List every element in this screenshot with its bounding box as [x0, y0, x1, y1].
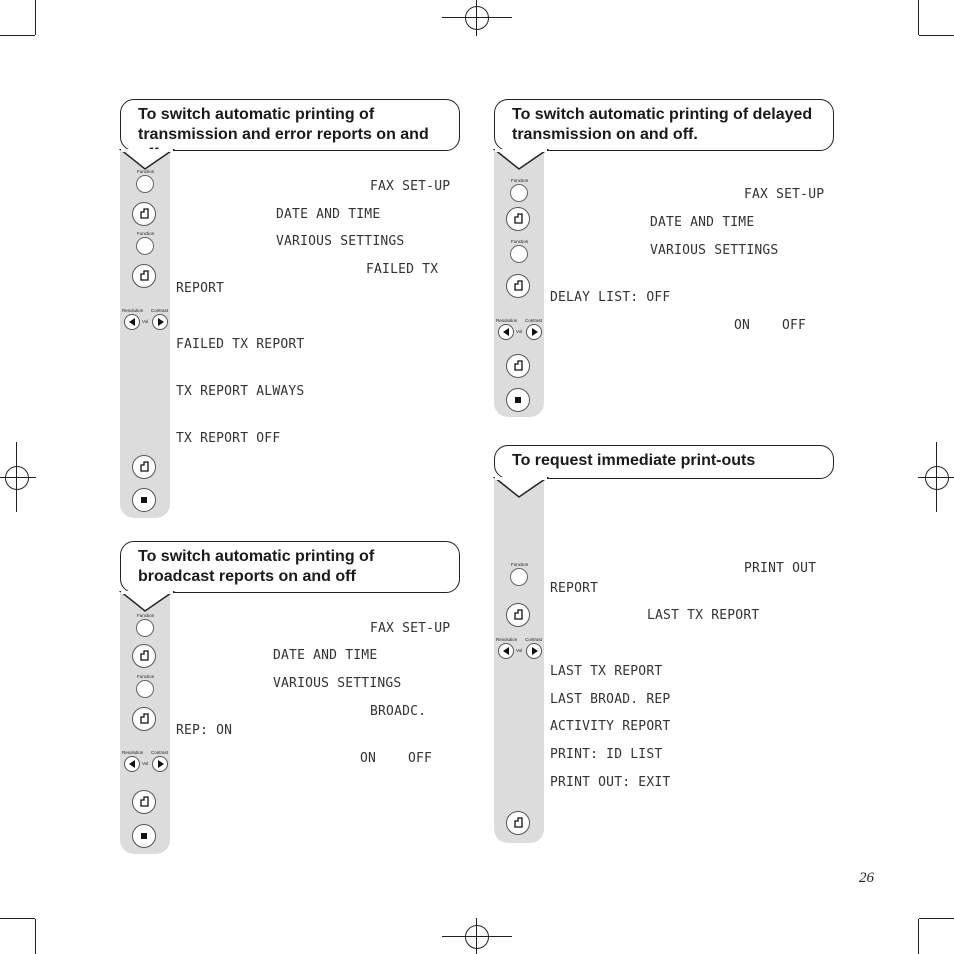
function-button-icon: [136, 175, 154, 193]
lcd-text: OFF: [408, 751, 433, 766]
contrast-label: Contrast: [151, 750, 169, 755]
stop-icon: [132, 824, 156, 848]
lcd-text: VARIOUS SETTINGS: [650, 243, 779, 258]
copy-button-icon: [506, 207, 530, 231]
lcd-text: BROADC.: [370, 704, 427, 719]
title-line: To switch automatic printing of: [138, 106, 375, 123]
right-arrow-icon: [526, 643, 542, 659]
vol-label: Vol: [142, 761, 149, 766]
page-number: 26: [859, 870, 874, 886]
lcd-text: REPORT: [176, 281, 225, 296]
copy-button-icon: [132, 264, 156, 288]
title-line: transmission and error reports on and: [138, 126, 429, 143]
lcd-text: PRINT OUT: [744, 561, 817, 576]
vol-label: Vol: [516, 648, 523, 653]
function-button-icon: [510, 568, 528, 586]
function-label: Function: [137, 674, 155, 679]
resolution-label: Resolution: [122, 308, 144, 313]
copy-button-icon: [132, 707, 156, 731]
function-label: Function: [137, 231, 155, 236]
lcd-text: PRINT OUT: EXIT: [550, 775, 671, 790]
lcd-text: TX REPORT OFF: [176, 431, 281, 446]
function-button-icon: [510, 245, 528, 263]
crop-mark: [919, 35, 954, 36]
resolution-label: Resolution: [496, 637, 518, 642]
lcd-text: LAST TX REPORT: [550, 664, 663, 679]
right-arrow-icon: [526, 324, 542, 340]
lcd-text: VARIOUS SETTINGS: [276, 234, 405, 249]
function-label: Function: [137, 613, 155, 618]
crop-mark: [918, 919, 919, 954]
resolution-label: Resolution: [122, 750, 144, 755]
stop-icon: [132, 488, 156, 512]
section-title: [494, 445, 834, 479]
left-arrow-icon: [124, 314, 140, 330]
vol-label: Vol: [142, 319, 149, 324]
crop-mark: [0, 35, 35, 36]
copy-button-icon: [132, 644, 156, 668]
lcd-text: ON: [360, 751, 377, 766]
crop-mark: [919, 918, 954, 919]
copy-button-icon: [132, 790, 156, 814]
title-line: To switch automatic printing of: [138, 548, 375, 565]
lcd-text: LAST TX REPORT: [647, 608, 760, 623]
callout-tail: [492, 477, 552, 501]
contrast-label: Contrast: [525, 637, 543, 642]
title-line: To request immediate print-outs: [512, 452, 756, 469]
lcd-text: ON: [734, 318, 751, 333]
lcd-text: DATE AND TIME: [276, 207, 381, 222]
function-button-icon: [136, 237, 154, 255]
function-label: Function: [511, 562, 529, 567]
copy-button-icon: [506, 354, 530, 378]
lcd-text: FAILED TX REPORT: [176, 337, 305, 352]
section-title: [120, 99, 460, 151]
copy-button-icon: [132, 455, 156, 479]
crop-mark: [35, 919, 36, 954]
contrast-label: Contrast: [525, 318, 543, 323]
lcd-text: LAST BROAD. REP: [550, 692, 671, 707]
title-line: broadcast reports on and off: [138, 568, 356, 585]
crop-mark: [35, 0, 36, 35]
copy-button-icon: [506, 811, 530, 835]
crop-mark: [0, 918, 35, 919]
lcd-text: FAILED TX: [366, 262, 439, 277]
crop-mark: [918, 0, 919, 35]
title-line: transmission on and off.: [512, 126, 698, 143]
button-strip: [494, 479, 544, 843]
lcd-text: DELAY LIST: OFF: [550, 290, 671, 305]
function-label: Function: [511, 239, 529, 244]
contrast-label: Contrast: [151, 308, 169, 313]
function-label: Function: [137, 169, 155, 174]
stop-icon: [506, 388, 530, 412]
function-button-icon: [136, 680, 154, 698]
lcd-text: FAX SET-UP: [370, 621, 451, 636]
function-button-icon: [136, 619, 154, 637]
lcd-text: VARIOUS SETTINGS: [273, 676, 402, 691]
callout-tail: [492, 149, 552, 173]
copy-button-icon: [132, 202, 156, 226]
copy-button-icon: [506, 274, 530, 298]
lcd-text: PRINT: ID LIST: [550, 747, 663, 762]
title-line: To switch automatic printing of delayed: [512, 106, 813, 123]
lcd-text: TX REPORT ALWAYS: [176, 384, 305, 399]
lcd-text: FAX SET-UP: [744, 187, 825, 202]
lcd-text: DATE AND TIME: [273, 648, 378, 663]
lcd-text: REPORT: [550, 581, 599, 596]
section-title: [494, 99, 834, 151]
copy-button-icon: [506, 603, 530, 627]
left-arrow-icon: [498, 324, 514, 340]
function-button-icon: [510, 184, 528, 202]
section-title: [120, 541, 460, 593]
right-arrow-icon: [152, 756, 168, 772]
lcd-text: DATE AND TIME: [650, 215, 755, 230]
right-arrow-icon: [152, 314, 168, 330]
resolution-label: Resolution: [496, 318, 518, 323]
left-arrow-icon: [498, 643, 514, 659]
function-label: Function: [511, 178, 529, 183]
lcd-text: REP: ON: [176, 723, 233, 738]
lcd-text: ACTIVITY REPORT: [550, 719, 671, 734]
lcd-text: OFF: [782, 318, 807, 333]
callout-tail: [118, 591, 178, 615]
left-arrow-icon: [124, 756, 140, 772]
lcd-text: FAX SET-UP: [370, 179, 451, 194]
vol-label: Vol: [516, 329, 523, 334]
